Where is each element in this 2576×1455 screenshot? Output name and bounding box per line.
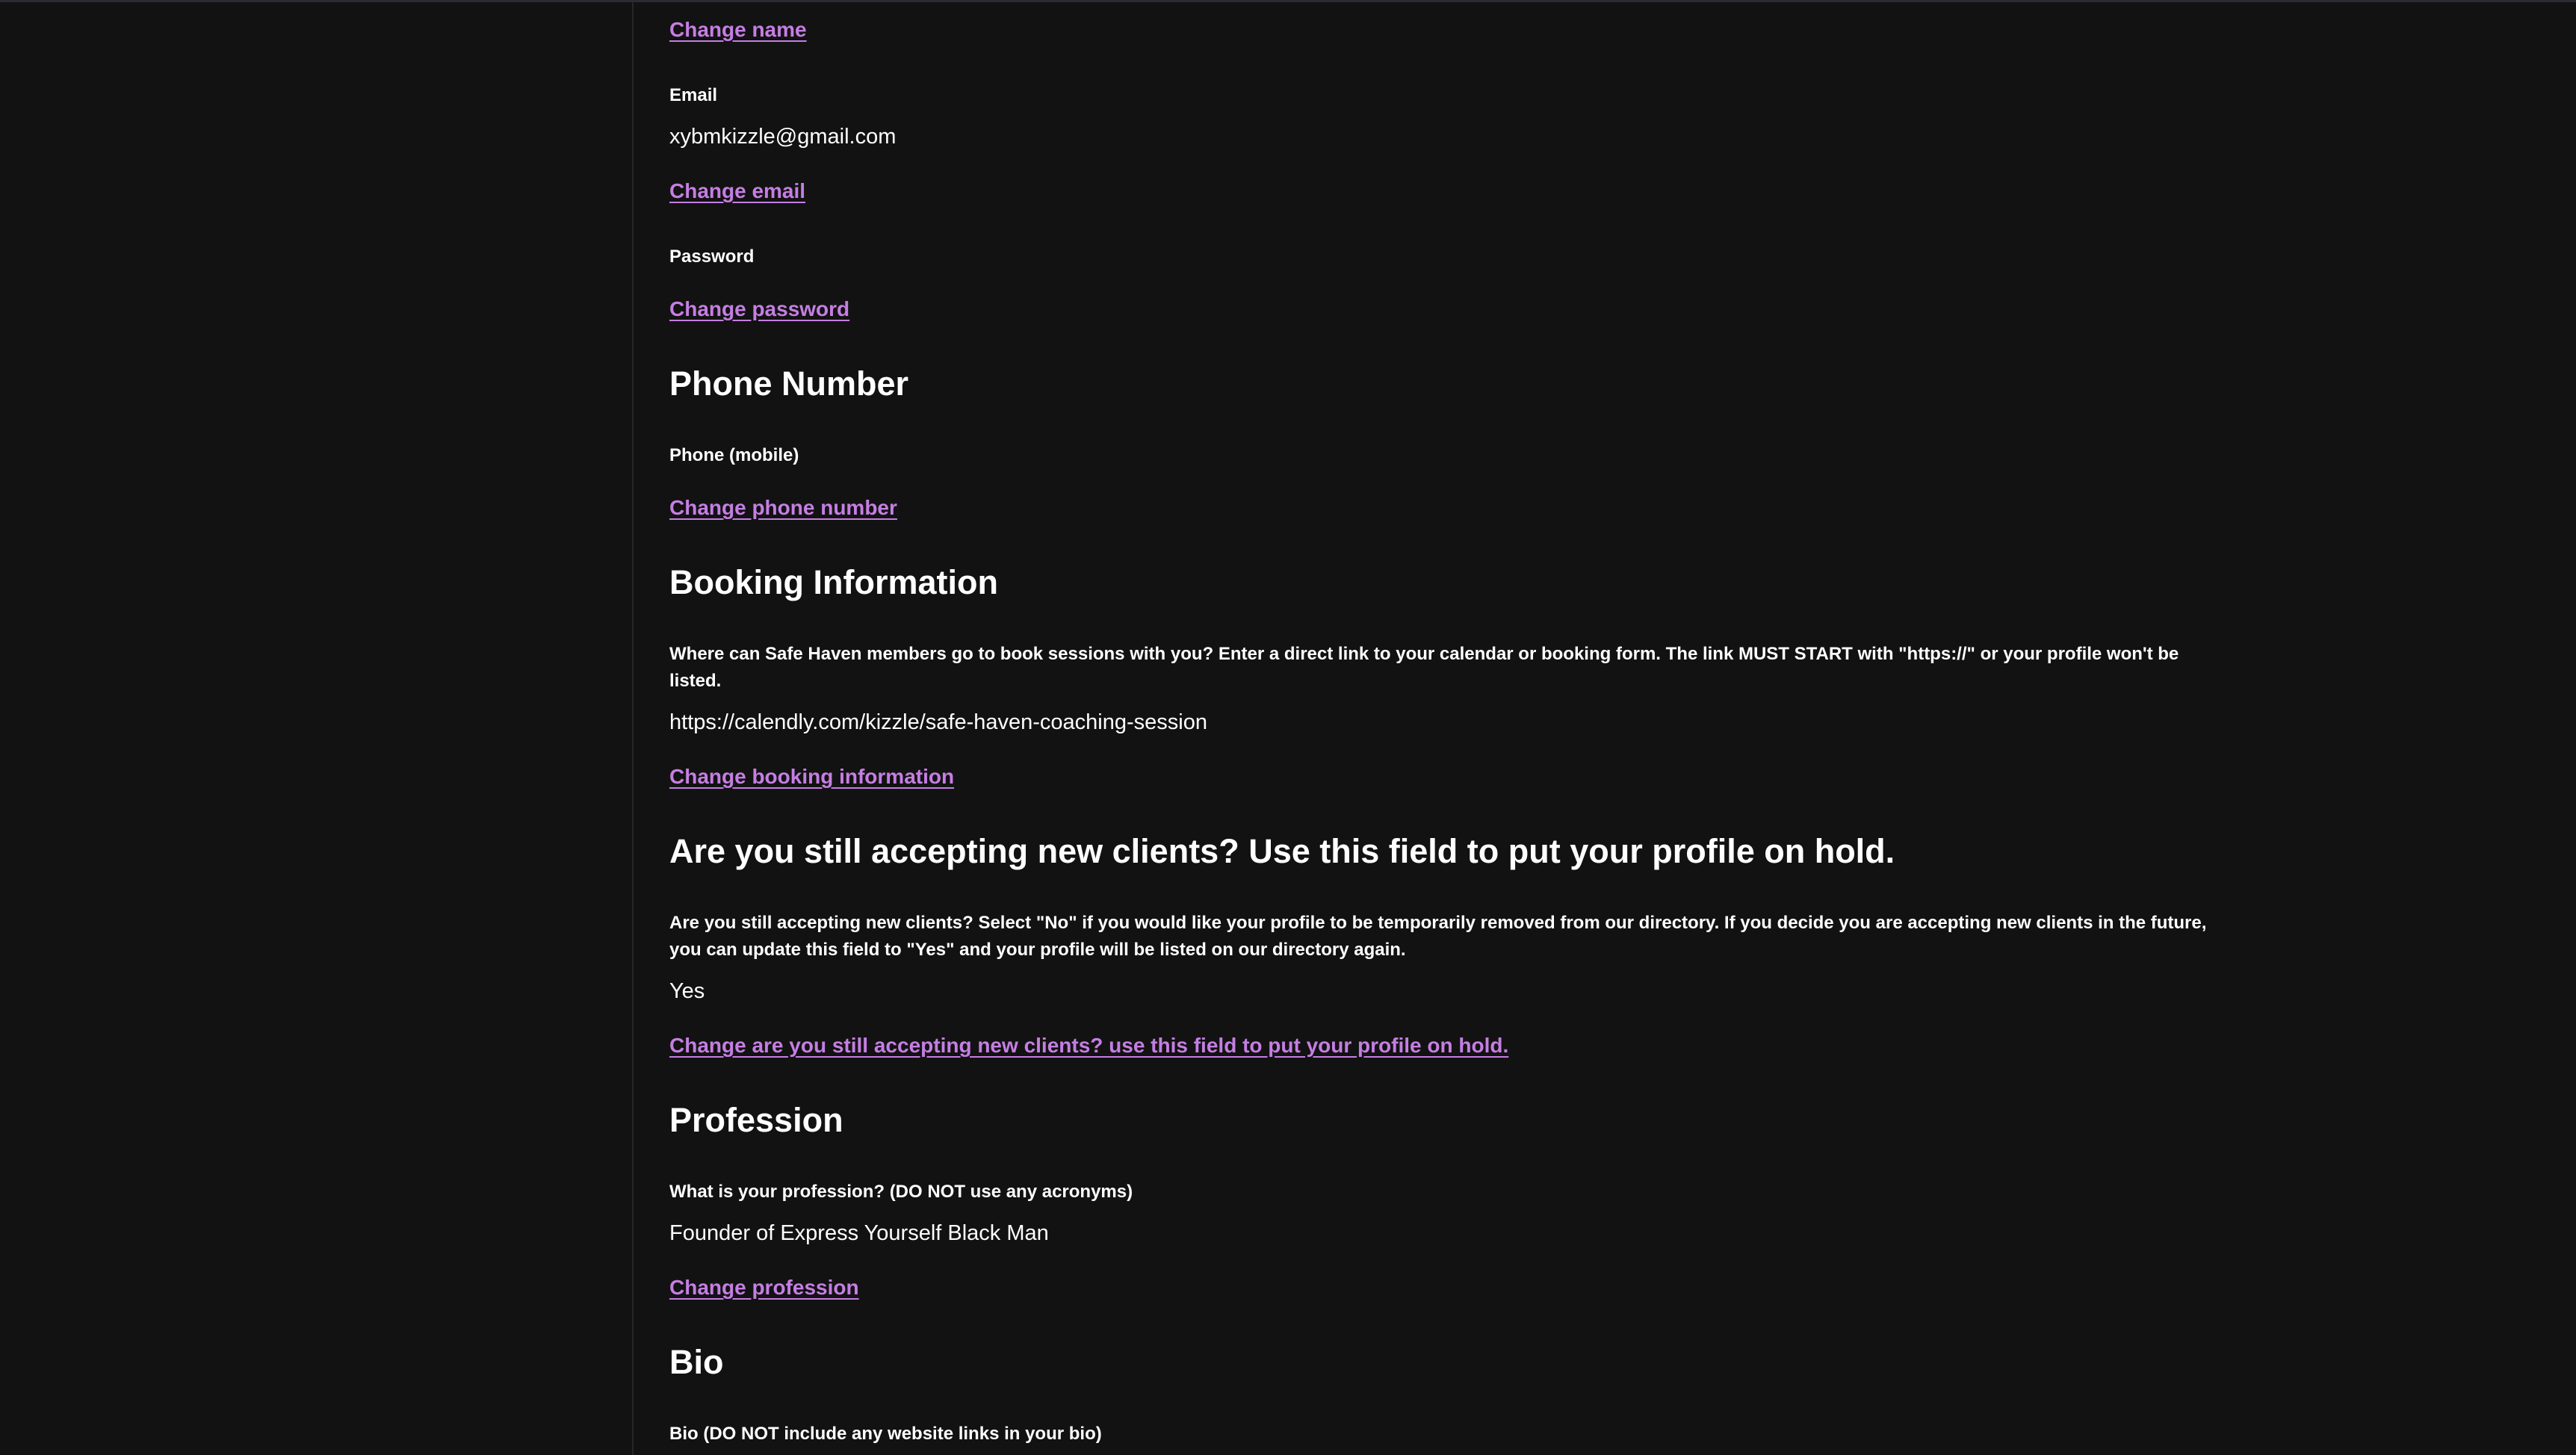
booking-description: Where can Safe Haven members go to book sessions with you? Enter a direct link to your calendar or booking form. The link MUST START with "https://" or your profile won't be listed. xyxy=(669,644,2179,691)
account-settings-content xyxy=(669,0,2208,1455)
profession-label: What is your profession? (DO NOT use any acronyms) xyxy=(669,1182,1133,1202)
password-label: Password xyxy=(669,246,755,267)
booking-value: https://calendly.com/kizzle/safe-haven-coaching-session xyxy=(669,710,1207,734)
sidebar xyxy=(0,2,634,1455)
phone-heading: Phone Number xyxy=(669,364,909,403)
profession-heading: Profession xyxy=(669,1101,843,1139)
change-password-link[interactable]: Change password xyxy=(669,297,850,320)
email-value: xybmkizzle@gmail.com xyxy=(669,125,897,149)
accepting-description: Are you still accepting new clients? Select "No" if you would like your profile to be temporarily removed from our directory. If you decide you are accepting new clients in the future, you can update this field to "Yes" and your profile will be listed on our directory again. xyxy=(669,913,2207,960)
booking-heading: Booking Information xyxy=(669,563,998,601)
bio-heading: Bio xyxy=(669,1343,724,1381)
change-booking-link[interactable]: Change booking information xyxy=(669,765,955,788)
change-profession-link[interactable]: Change profession xyxy=(669,1276,859,1299)
profession-value: Founder of Express Yourself Black Man xyxy=(669,1221,1049,1245)
phone-label: Phone (mobile) xyxy=(669,445,799,465)
accepting-value: Yes xyxy=(669,979,705,1003)
accepting-heading: Are you still accepting new clients? Use this field to put your profile on hold. xyxy=(669,832,1895,870)
bio-label: Bio (DO NOT include any website links in your bio) xyxy=(669,1424,1102,1444)
change-name-link[interactable]: Change name xyxy=(669,18,807,41)
change-accepting-link[interactable]: Change are you still accepting new clients? use this field to put your profile on hold. xyxy=(669,1034,1509,1057)
change-phone-link[interactable]: Change phone number xyxy=(669,496,897,519)
email-label: Email xyxy=(669,85,718,105)
change-email-link[interactable]: Change email xyxy=(669,179,806,202)
